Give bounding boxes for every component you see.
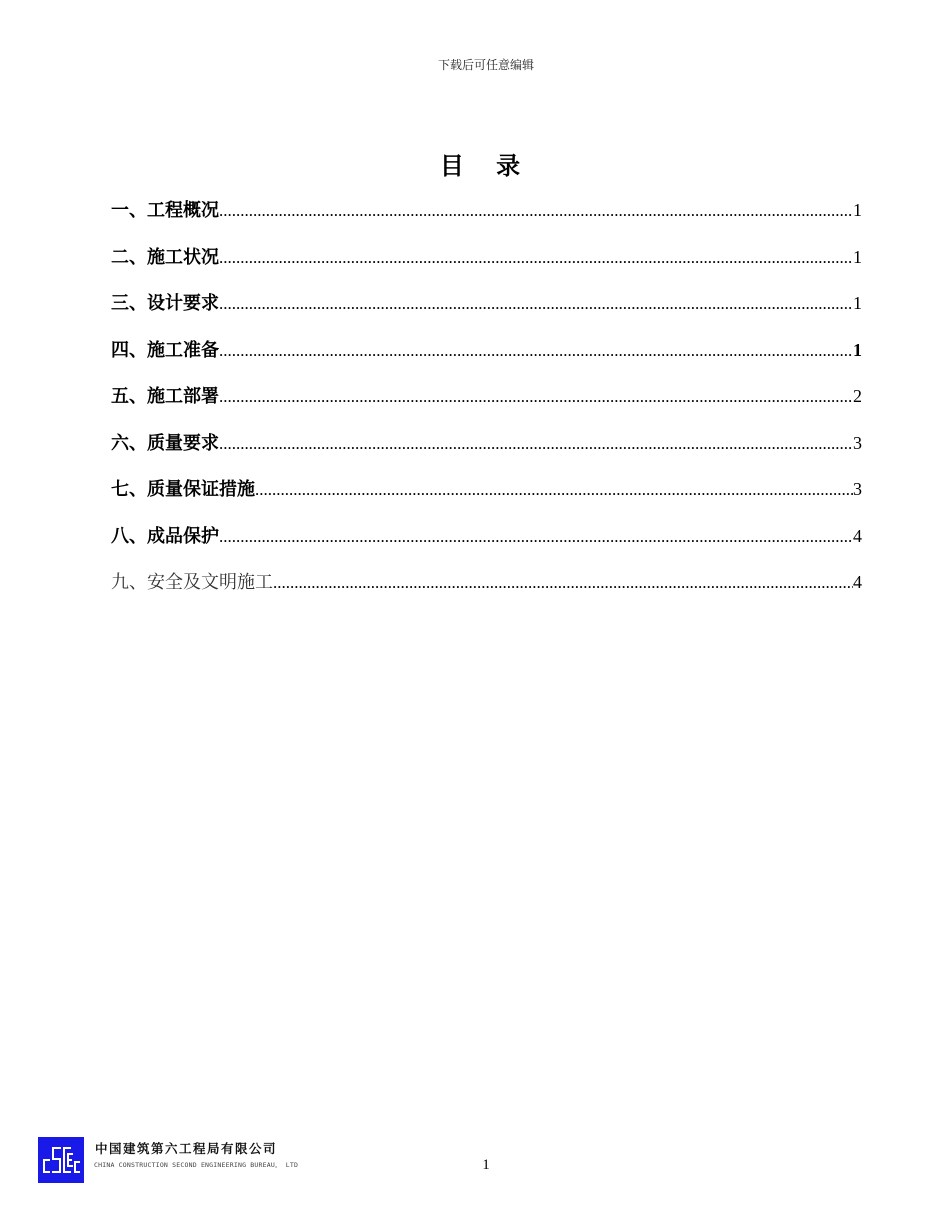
- toc-entry-page: 2: [853, 386, 862, 406]
- toc-entry-7[interactable]: [111, 475, 862, 522]
- toc-entry-label: 四、施工准备: [111, 339, 219, 361]
- toc-leader-dots: [219, 244, 853, 272]
- toc-entry-label: 三、设计要求: [111, 293, 219, 314]
- toc-entry-page: 4: [853, 525, 862, 546]
- toc-leader-dots: [219, 383, 853, 411]
- toc-entry-1[interactable]: [111, 196, 862, 243]
- toc-entry-6[interactable]: [111, 429, 862, 476]
- page-number: 1: [482, 1157, 490, 1173]
- toc-leader-dots: [219, 430, 853, 458]
- toc-title: 目 录: [439, 151, 533, 180]
- toc-entry-page: 1: [853, 293, 862, 313]
- toc-leader-dots: [273, 569, 853, 597]
- toc-entry-label: 六、质量要求: [111, 432, 219, 454]
- toc-entry-3[interactable]: [111, 289, 862, 336]
- toc-entry-label: 七、质量保证措施: [111, 479, 255, 500]
- table-of-contents: [111, 196, 862, 615]
- toc-entry-page: 1: [853, 200, 862, 220]
- toc-leader-dots: [219, 337, 853, 365]
- toc-entry-9[interactable]: [111, 568, 862, 615]
- toc-entry-label: 一、工程概况: [111, 200, 219, 221]
- company-name-english: CHINA CONSTRUCTION SECOND ENGINEERING BUREAU。 LTD: [94, 1161, 299, 1169]
- toc-entry-label: 九、安全及文明施工: [111, 572, 273, 593]
- toc-entry-label: 八、成品保护: [111, 525, 219, 547]
- toc-entry-5[interactable]: [111, 382, 862, 429]
- toc-entry-page: 1: [853, 339, 862, 360]
- toc-entry-page: 3: [853, 432, 862, 453]
- header-note: 下载后可任意编辑: [437, 58, 534, 72]
- toc-leader-dots: [219, 290, 853, 318]
- toc-entry-page: 3: [853, 479, 862, 499]
- toc-entry-4[interactable]: [111, 336, 862, 383]
- toc-entry-2[interactable]: [111, 243, 862, 290]
- company-name: 中国建筑第六工程局有限公司: [95, 1141, 278, 1156]
- toc-leader-dots: [219, 523, 853, 551]
- toc-leader-dots: [255, 476, 853, 504]
- toc-entry-label: 五、施工部署: [111, 386, 219, 407]
- toc-leader-dots: [219, 197, 853, 225]
- toc-entry-page: 1: [853, 246, 862, 267]
- toc-entry-label: 二、施工状况: [111, 246, 219, 268]
- toc-entry-8[interactable]: [111, 522, 862, 569]
- toc-entry-page: 4: [853, 572, 862, 592]
